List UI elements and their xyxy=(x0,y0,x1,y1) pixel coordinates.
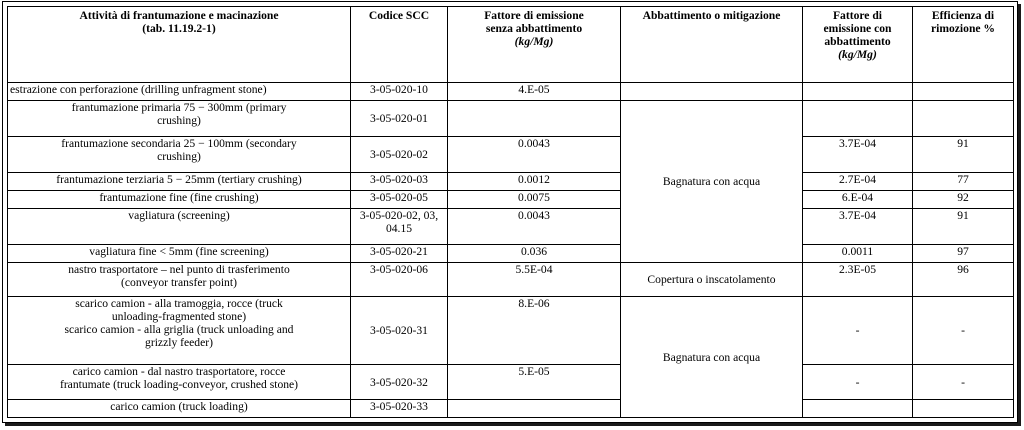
scc-cell xyxy=(351,191,448,209)
table-row xyxy=(8,101,1014,137)
ef-cell: 5.E-05 xyxy=(448,365,621,400)
header-abatement: Abbattimento o mitigazione xyxy=(621,7,803,83)
activity-cell xyxy=(8,191,351,209)
efficiency-cell: 92 xyxy=(913,191,1014,209)
ef-controlled-cell xyxy=(803,83,913,101)
table-body xyxy=(8,83,1014,418)
activity-cell-line: grizzly feeder) xyxy=(145,336,213,349)
activity-cell xyxy=(8,365,351,400)
activity-cell xyxy=(8,400,351,418)
ef-cell: 8.E-06 xyxy=(448,297,621,365)
header-row xyxy=(8,7,1014,83)
header-scc: Codice SCC xyxy=(351,7,448,83)
ef-controlled-cell: 3.7E-04 xyxy=(803,209,913,245)
table-row xyxy=(8,245,1014,263)
header-line: emissione con xyxy=(823,22,892,35)
efficiency-cell: 96 xyxy=(913,263,1014,297)
ef-cell: 0.0043 xyxy=(448,209,621,245)
table-row xyxy=(8,209,1014,245)
ef-controlled-cell: 2.7E-04 xyxy=(803,173,913,191)
activity-cell-line: (conveyor transfer point) xyxy=(121,276,237,289)
table-row xyxy=(8,137,1014,173)
activity-cell-line: frantumazione fine (fine crushing) xyxy=(99,191,259,204)
scc-cell xyxy=(351,245,448,263)
activity-cell-line: scarico camion - alla griglia (truck unloading and xyxy=(64,323,294,336)
efficiency-cell: - xyxy=(913,297,1014,365)
activity-cell xyxy=(8,209,351,245)
ef-controlled-cell: 0.0011 xyxy=(803,245,913,263)
header-unit: (kg/Mg) xyxy=(838,48,877,61)
header-activity-line: Attività di frantumazione e macinazione xyxy=(79,9,279,22)
emission-factors-table xyxy=(7,6,1014,418)
scc-cell-line: 3-05-020-03 xyxy=(370,173,428,186)
activity-cell-line: frantumazione secondaria 25 − 100mm (secondary xyxy=(61,137,297,150)
ef-cell: 0.0012 xyxy=(448,173,621,191)
activity-cell-line: unloading-fragmented stone) xyxy=(111,310,247,323)
activity-cell xyxy=(8,245,351,263)
scc-cell-line: 3-05-020-21 xyxy=(370,245,428,258)
scc-cell-line: 3-05-020-02, 03, xyxy=(359,209,439,222)
scc-cell-line: 04.15 xyxy=(385,222,413,235)
scc-cell-line: 3-05-020-01 xyxy=(370,112,428,125)
abatement-cell: Bagnatura con acqua xyxy=(621,101,803,263)
table-frame xyxy=(2,1,1018,423)
abatement-cell-empty xyxy=(621,83,803,101)
scc-cell-line: 3-05-020-33 xyxy=(370,400,428,413)
ef-cell: 0.0075 xyxy=(448,191,621,209)
scc-cell-line: 3-05-020-32 xyxy=(370,375,428,389)
table-row xyxy=(8,365,1014,400)
header-line: abbattimento xyxy=(824,35,891,48)
scc-cell-line: 3-05-020-10 xyxy=(370,83,428,96)
scc-cell xyxy=(351,173,448,191)
abatement-cell: Copertura o inscatolamento xyxy=(621,263,803,297)
scc-cell xyxy=(351,83,448,101)
activity-cell xyxy=(8,83,351,101)
efficiency-cell: - xyxy=(913,365,1014,400)
activity-cell-line: crushing) xyxy=(157,150,201,163)
ef-cell xyxy=(448,101,621,137)
scc-cell xyxy=(351,400,448,418)
efficiency-cell xyxy=(913,101,1014,137)
abatement-cell: Bagnatura con acqua xyxy=(621,297,803,418)
scc-cell xyxy=(351,101,448,137)
header-unit: (kg/Mg) xyxy=(514,35,554,48)
activity-cell-line: scarico camion - alla tramoggia, rocce (truck xyxy=(75,297,283,310)
efficiency-cell xyxy=(913,400,1014,418)
efficiency-cell: 91 xyxy=(913,137,1014,173)
ef-cell: 0.036 xyxy=(448,245,621,263)
header-line: senza abbattimento xyxy=(485,22,583,35)
header-ef-uncontrolled xyxy=(448,7,621,83)
header-line: Fattore di xyxy=(832,9,883,22)
activity-cell xyxy=(8,263,351,297)
ef-controlled-cell: 3.7E-04 xyxy=(803,137,913,173)
header-activity-line: (tab. 11.19.2-1) xyxy=(142,22,216,35)
scc-cell-line: 3-05-020-31 xyxy=(370,324,428,337)
efficiency-cell xyxy=(913,83,1014,101)
header-line: Fattore di emissione xyxy=(484,9,584,22)
activity-cell-line: carico camion - dal nastro trasportatore, rocce xyxy=(72,365,286,378)
ef-controlled-cell: - xyxy=(803,297,913,365)
header-line: rimozione % xyxy=(930,22,996,35)
ef-controlled-cell xyxy=(803,400,913,418)
ef-cell: 5.5E-04 xyxy=(448,263,621,297)
ef-controlled-cell: - xyxy=(803,365,913,400)
table-row xyxy=(8,400,1014,418)
table-row xyxy=(8,173,1014,191)
activity-cell xyxy=(8,297,351,365)
activity-cell xyxy=(8,173,351,191)
activity-cell-line: vagliatura (screening) xyxy=(128,209,230,222)
scc-cell-line: 3-05-020-06 xyxy=(370,263,428,276)
table-row xyxy=(8,297,1014,365)
activity-cell-line: frantumazione terziaria 5 − 25mm (tertiary crushing) xyxy=(56,173,302,186)
table-row xyxy=(8,191,1014,209)
scc-cell-line: 3-05-020-05 xyxy=(370,191,428,204)
activity-cell xyxy=(8,101,351,137)
efficiency-cell: 77 xyxy=(913,173,1014,191)
activity-cell-line: estrazione con perforazione (drilling unfragment stone) xyxy=(10,83,267,96)
header-line: Efficienza di xyxy=(931,9,995,22)
scc-cell xyxy=(351,263,448,297)
activity-cell xyxy=(8,137,351,173)
efficiency-cell: 97 xyxy=(913,245,1014,263)
ef-cell: 0.0043 xyxy=(448,137,621,173)
ef-controlled-cell: 6.E-04 xyxy=(803,191,913,209)
ef-cell: 4.E-05 xyxy=(448,83,621,101)
activity-cell-line: vagliatura fine < 5mm (fine screening) xyxy=(89,245,269,258)
scc-cell-line: 3-05-020-02 xyxy=(370,148,428,161)
ef-cell xyxy=(448,400,621,418)
table-row xyxy=(8,83,1014,101)
scc-cell xyxy=(351,365,448,400)
table-row xyxy=(8,263,1014,297)
header-activity xyxy=(8,7,351,83)
activity-cell-line: frantumate (truck loading-conveyor, crushed stone) xyxy=(59,378,299,391)
activity-cell-line: crushing) xyxy=(157,114,201,127)
header-efficiency xyxy=(913,7,1014,83)
activity-cell-line: carico camion (truck loading) xyxy=(110,400,248,413)
activity-cell-line: nastro trasportatore – nel punto di trasferimento xyxy=(68,263,290,276)
efficiency-cell: 91 xyxy=(913,209,1014,245)
header-ef-controlled xyxy=(803,7,913,83)
scc-cell xyxy=(351,209,448,245)
scc-cell xyxy=(351,137,448,173)
scc-cell xyxy=(351,297,448,365)
ef-controlled-cell: 2.3E-05 xyxy=(803,263,913,297)
ef-controlled-cell xyxy=(803,101,913,137)
activity-cell-line: frantumazione primaria 75 − 300mm (primary xyxy=(71,101,287,114)
